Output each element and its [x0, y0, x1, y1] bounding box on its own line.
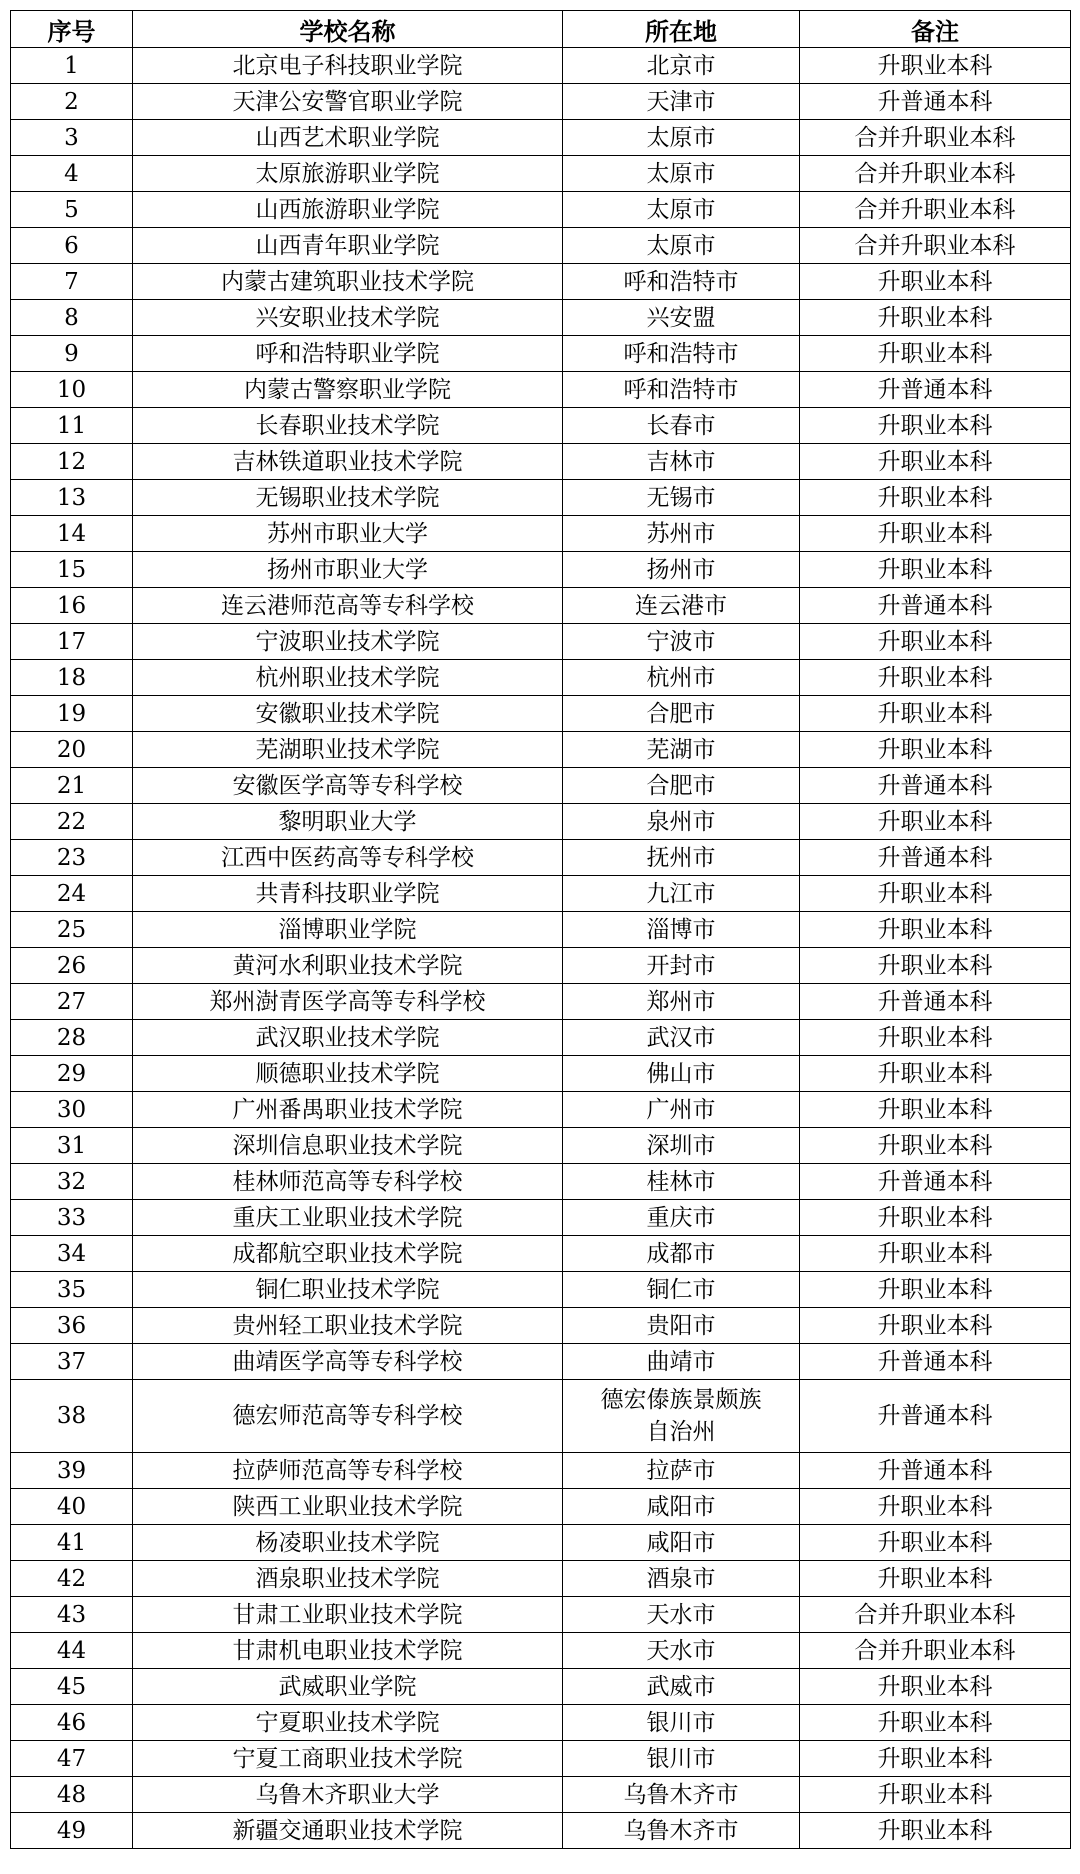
table-row — [11, 1705, 1071, 1741]
table-row — [11, 480, 1071, 516]
cell-location: 乌鲁木齐市 — [563, 1777, 800, 1813]
cell-school-name: 长春职业技术学院 — [133, 408, 563, 444]
cell-school-name: 呼和浩特职业学院 — [133, 336, 563, 372]
cell-index: 12 — [11, 444, 133, 480]
cell-school-name: 太原旅游职业学院 — [133, 156, 563, 192]
table-row — [11, 1489, 1071, 1525]
cell-school-name: 苏州市职业大学 — [133, 516, 563, 552]
table-row — [11, 156, 1071, 192]
cell-school-name: 宁夏工商职业技术学院 — [133, 1741, 563, 1777]
cell-remark: 升职业本科 — [800, 912, 1071, 948]
cell-index: 25 — [11, 912, 133, 948]
cell-location: 天水市 — [563, 1597, 800, 1633]
cell-remark: 升职业本科 — [800, 444, 1071, 480]
cell-school-name: 山西艺术职业学院 — [133, 120, 563, 156]
cell-index: 46 — [11, 1705, 133, 1741]
cell-remark: 升职业本科 — [800, 1056, 1071, 1092]
cell-remark: 升职业本科 — [800, 1092, 1071, 1128]
cell-location: 咸阳市 — [563, 1489, 800, 1525]
cell-location: 太原市 — [563, 228, 800, 264]
cell-location: 武汉市 — [563, 1020, 800, 1056]
cell-remark: 升职业本科 — [800, 1020, 1071, 1056]
table-row — [11, 552, 1071, 588]
cell-index: 20 — [11, 732, 133, 768]
cell-school-name: 内蒙古建筑职业技术学院 — [133, 264, 563, 300]
cell-remark: 合并升职业本科 — [800, 192, 1071, 228]
table-row — [11, 1813, 1071, 1849]
cell-remark: 升职业本科 — [800, 336, 1071, 372]
cell-school-name: 山西旅游职业学院 — [133, 192, 563, 228]
cell-index: 47 — [11, 1741, 133, 1777]
cell-location: 兴安盟 — [563, 300, 800, 336]
table-row — [11, 120, 1071, 156]
cell-school-name: 安徽职业技术学院 — [133, 696, 563, 732]
cell-school-name: 杨凌职业技术学院 — [133, 1525, 563, 1561]
cell-school-name: 黄河水利职业技术学院 — [133, 948, 563, 984]
table-row — [11, 768, 1071, 804]
cell-location: 深圳市 — [563, 1128, 800, 1164]
cell-index: 34 — [11, 1236, 133, 1272]
cell-location: 酒泉市 — [563, 1561, 800, 1597]
cell-index: 33 — [11, 1200, 133, 1236]
cell-school-name: 铜仁职业技术学院 — [133, 1272, 563, 1308]
cell-remark: 升职业本科 — [800, 1272, 1071, 1308]
cell-school-name: 扬州市职业大学 — [133, 552, 563, 588]
cell-index: 35 — [11, 1272, 133, 1308]
cell-location: 抚州市 — [563, 840, 800, 876]
cell-school-name: 共青科技职业学院 — [133, 876, 563, 912]
cell-remark: 合并升职业本科 — [800, 1633, 1071, 1669]
cell-remark: 升职业本科 — [800, 1777, 1071, 1813]
table-row — [11, 984, 1071, 1020]
table-row — [11, 804, 1071, 840]
cell-location: 天水市 — [563, 1633, 800, 1669]
cell-school-name: 北京电子科技职业学院 — [133, 48, 563, 84]
cell-school-name: 拉萨师范高等专科学校 — [133, 1453, 563, 1489]
cell-school-name: 成都航空职业技术学院 — [133, 1236, 563, 1272]
cell-school-name: 重庆工业职业技术学院 — [133, 1200, 563, 1236]
cell-school-name: 黎明职业大学 — [133, 804, 563, 840]
cell-school-name: 曲靖医学高等专科学校 — [133, 1344, 563, 1380]
header-school-name: 学校名称 — [133, 11, 563, 48]
cell-index: 31 — [11, 1128, 133, 1164]
cell-remark: 升职业本科 — [800, 624, 1071, 660]
cell-school-name: 德宏师范高等专科学校 — [133, 1380, 563, 1453]
cell-location: 成都市 — [563, 1236, 800, 1272]
cell-school-name: 天津公安警官职业学院 — [133, 84, 563, 120]
cell-school-name: 芜湖职业技术学院 — [133, 732, 563, 768]
cell-remark: 升普通本科 — [800, 372, 1071, 408]
cell-location: 贵阳市 — [563, 1308, 800, 1344]
table-row — [11, 1056, 1071, 1092]
cell-location: 泉州市 — [563, 804, 800, 840]
cell-remark: 升职业本科 — [800, 516, 1071, 552]
cell-index: 44 — [11, 1633, 133, 1669]
cell-index: 23 — [11, 840, 133, 876]
cell-school-name: 兴安职业技术学院 — [133, 300, 563, 336]
cell-index: 7 — [11, 264, 133, 300]
cell-remark: 升职业本科 — [800, 1308, 1071, 1344]
cell-index: 30 — [11, 1092, 133, 1128]
cell-school-name: 江西中医药高等专科学校 — [133, 840, 563, 876]
cell-location: 铜仁市 — [563, 1272, 800, 1308]
cell-index: 29 — [11, 1056, 133, 1092]
cell-location: 银川市 — [563, 1741, 800, 1777]
cell-remark: 升普通本科 — [800, 588, 1071, 624]
table-row — [11, 192, 1071, 228]
cell-remark: 合并升职业本科 — [800, 1597, 1071, 1633]
cell-index: 6 — [11, 228, 133, 264]
cell-school-name: 无锡职业技术学院 — [133, 480, 563, 516]
cell-index: 10 — [11, 372, 133, 408]
schools-table — [10, 10, 1071, 1849]
table-row — [11, 444, 1071, 480]
cell-remark: 升职业本科 — [800, 1525, 1071, 1561]
cell-location: 乌鲁木齐市 — [563, 1813, 800, 1849]
cell-remark: 升职业本科 — [800, 264, 1071, 300]
cell-remark: 升职业本科 — [800, 1200, 1071, 1236]
cell-remark: 升职业本科 — [800, 876, 1071, 912]
cell-school-name: 郑州澍青医学高等专科学校 — [133, 984, 563, 1020]
table-row — [11, 228, 1071, 264]
cell-remark: 升职业本科 — [800, 1236, 1071, 1272]
cell-remark: 升职业本科 — [800, 1669, 1071, 1705]
cell-remark: 升职业本科 — [800, 948, 1071, 984]
cell-school-name: 甘肃机电职业技术学院 — [133, 1633, 563, 1669]
table-row — [11, 1561, 1071, 1597]
cell-index: 28 — [11, 1020, 133, 1056]
cell-remark: 升职业本科 — [800, 1813, 1071, 1849]
cell-location: 重庆市 — [563, 1200, 800, 1236]
table-row — [11, 1453, 1071, 1489]
table-row — [11, 1092, 1071, 1128]
cell-remark: 升职业本科 — [800, 480, 1071, 516]
cell-index: 4 — [11, 156, 133, 192]
cell-index: 2 — [11, 84, 133, 120]
cell-remark: 升普通本科 — [800, 1164, 1071, 1200]
cell-school-name: 安徽医学高等专科学校 — [133, 768, 563, 804]
cell-school-name: 宁夏职业技术学院 — [133, 1705, 563, 1741]
cell-index: 32 — [11, 1164, 133, 1200]
cell-index: 15 — [11, 552, 133, 588]
cell-school-name: 淄博职业学院 — [133, 912, 563, 948]
cell-remark: 升普通本科 — [800, 1344, 1071, 1380]
header-row — [11, 11, 1071, 48]
cell-location: 武威市 — [563, 1669, 800, 1705]
cell-remark: 合并升职业本科 — [800, 228, 1071, 264]
cell-location: 广州市 — [563, 1092, 800, 1128]
table-row — [11, 840, 1071, 876]
cell-remark: 升职业本科 — [800, 552, 1071, 588]
table-row — [11, 1633, 1071, 1669]
cell-index: 3 — [11, 120, 133, 156]
table-row — [11, 876, 1071, 912]
table-row — [11, 948, 1071, 984]
cell-index: 1 — [11, 48, 133, 84]
cell-remark: 升职业本科 — [800, 1561, 1071, 1597]
cell-location: 咸阳市 — [563, 1525, 800, 1561]
cell-school-name: 深圳信息职业技术学院 — [133, 1128, 563, 1164]
table-row — [11, 84, 1071, 120]
table-row — [11, 1128, 1071, 1164]
cell-location: 合肥市 — [563, 696, 800, 732]
cell-school-name: 连云港师范高等专科学校 — [133, 588, 563, 624]
table-row — [11, 372, 1071, 408]
cell-remark: 升普通本科 — [800, 1380, 1071, 1453]
cell-school-name: 甘肃工业职业技术学院 — [133, 1597, 563, 1633]
cell-school-name: 宁波职业技术学院 — [133, 624, 563, 660]
table-row — [11, 1741, 1071, 1777]
cell-remark: 升职业本科 — [800, 48, 1071, 84]
table-row — [11, 624, 1071, 660]
cell-remark: 升职业本科 — [800, 1705, 1071, 1741]
cell-school-name: 广州番禺职业技术学院 — [133, 1092, 563, 1128]
cell-remark: 升普通本科 — [800, 768, 1071, 804]
cell-remark: 合并升职业本科 — [800, 156, 1071, 192]
cell-index: 9 — [11, 336, 133, 372]
cell-location: 杭州市 — [563, 660, 800, 696]
cell-index: 5 — [11, 192, 133, 228]
cell-school-name: 酒泉职业技术学院 — [133, 1561, 563, 1597]
cell-school-name: 武汉职业技术学院 — [133, 1020, 563, 1056]
table-header — [11, 11, 1071, 48]
cell-location: 北京市 — [563, 48, 800, 84]
header-index: 序号 — [11, 11, 133, 48]
cell-location: 天津市 — [563, 84, 800, 120]
cell-remark: 升职业本科 — [800, 1741, 1071, 1777]
table-row — [11, 588, 1071, 624]
table-row — [11, 1236, 1071, 1272]
cell-remark: 升职业本科 — [800, 1128, 1071, 1164]
header-location: 所在地 — [563, 11, 800, 48]
table-row — [11, 1020, 1071, 1056]
cell-school-name: 山西青年职业学院 — [133, 228, 563, 264]
cell-location: 德宏傣族景颇族 自治州 — [563, 1380, 800, 1453]
cell-index: 24 — [11, 876, 133, 912]
table-row — [11, 264, 1071, 300]
cell-school-name: 武威职业学院 — [133, 1669, 563, 1705]
cell-location: 佛山市 — [563, 1056, 800, 1092]
cell-index: 22 — [11, 804, 133, 840]
table-row — [11, 408, 1071, 444]
cell-location: 太原市 — [563, 192, 800, 228]
cell-remark: 升普通本科 — [800, 1453, 1071, 1489]
cell-location: 呼和浩特市 — [563, 372, 800, 408]
cell-index: 48 — [11, 1777, 133, 1813]
table-row — [11, 1272, 1071, 1308]
cell-school-name: 吉林铁道职业技术学院 — [133, 444, 563, 480]
table-row — [11, 336, 1071, 372]
cell-remark: 升普通本科 — [800, 84, 1071, 120]
cell-location: 银川市 — [563, 1705, 800, 1741]
cell-index: 49 — [11, 1813, 133, 1849]
document-sheet — [10, 10, 1070, 1849]
cell-location: 宁波市 — [563, 624, 800, 660]
table-body — [11, 48, 1071, 1849]
cell-index: 41 — [11, 1525, 133, 1561]
cell-remark: 升职业本科 — [800, 696, 1071, 732]
cell-location: 开封市 — [563, 948, 800, 984]
cell-index: 18 — [11, 660, 133, 696]
cell-index: 21 — [11, 768, 133, 804]
cell-location: 太原市 — [563, 120, 800, 156]
table-row — [11, 516, 1071, 552]
cell-index: 38 — [11, 1380, 133, 1453]
cell-remark: 升普通本科 — [800, 840, 1071, 876]
table-row — [11, 1597, 1071, 1633]
cell-location: 郑州市 — [563, 984, 800, 1020]
cell-location: 扬州市 — [563, 552, 800, 588]
header-remark: 备注 — [800, 11, 1071, 48]
cell-remark: 升职业本科 — [800, 660, 1071, 696]
cell-index: 14 — [11, 516, 133, 552]
table-row — [11, 1308, 1071, 1344]
table-row — [11, 1380, 1071, 1453]
table-row — [11, 1164, 1071, 1200]
cell-school-name: 贵州轻工职业技术学院 — [133, 1308, 563, 1344]
cell-location: 太原市 — [563, 156, 800, 192]
cell-index: 11 — [11, 408, 133, 444]
cell-location: 长春市 — [563, 408, 800, 444]
cell-index: 42 — [11, 1561, 133, 1597]
cell-location: 连云港市 — [563, 588, 800, 624]
table-row — [11, 1669, 1071, 1705]
cell-remark: 升职业本科 — [800, 732, 1071, 768]
table-row — [11, 696, 1071, 732]
cell-remark: 合并升职业本科 — [800, 120, 1071, 156]
cell-location: 曲靖市 — [563, 1344, 800, 1380]
cell-location: 拉萨市 — [563, 1453, 800, 1489]
cell-index: 17 — [11, 624, 133, 660]
cell-location: 苏州市 — [563, 516, 800, 552]
cell-remark: 升职业本科 — [800, 1489, 1071, 1525]
cell-location: 芜湖市 — [563, 732, 800, 768]
cell-location: 吉林市 — [563, 444, 800, 480]
cell-index: 16 — [11, 588, 133, 624]
cell-index: 40 — [11, 1489, 133, 1525]
table-row — [11, 48, 1071, 84]
cell-index: 43 — [11, 1597, 133, 1633]
cell-remark: 升职业本科 — [800, 804, 1071, 840]
cell-location: 呼和浩特市 — [563, 336, 800, 372]
table-row — [11, 1777, 1071, 1813]
cell-index: 26 — [11, 948, 133, 984]
table-row — [11, 1344, 1071, 1380]
table-row — [11, 732, 1071, 768]
cell-remark: 升职业本科 — [800, 408, 1071, 444]
cell-school-name: 新疆交通职业技术学院 — [133, 1813, 563, 1849]
cell-index: 13 — [11, 480, 133, 516]
cell-index: 27 — [11, 984, 133, 1020]
cell-index: 36 — [11, 1308, 133, 1344]
cell-school-name: 杭州职业技术学院 — [133, 660, 563, 696]
cell-index: 8 — [11, 300, 133, 336]
cell-location: 合肥市 — [563, 768, 800, 804]
cell-location: 桂林市 — [563, 1164, 800, 1200]
cell-location: 无锡市 — [563, 480, 800, 516]
cell-school-name: 陕西工业职业技术学院 — [133, 1489, 563, 1525]
cell-remark: 升职业本科 — [800, 300, 1071, 336]
cell-school-name: 顺德职业技术学院 — [133, 1056, 563, 1092]
cell-remark: 升普通本科 — [800, 984, 1071, 1020]
cell-school-name: 乌鲁木齐职业大学 — [133, 1777, 563, 1813]
table-row — [11, 300, 1071, 336]
cell-location: 九江市 — [563, 876, 800, 912]
table-row — [11, 660, 1071, 696]
cell-index: 39 — [11, 1453, 133, 1489]
cell-school-name: 桂林师范高等专科学校 — [133, 1164, 563, 1200]
table-row — [11, 1200, 1071, 1236]
table-row — [11, 912, 1071, 948]
cell-index: 37 — [11, 1344, 133, 1380]
table-row — [11, 1525, 1071, 1561]
cell-school-name: 内蒙古警察职业学院 — [133, 372, 563, 408]
cell-index: 45 — [11, 1669, 133, 1705]
cell-location: 呼和浩特市 — [563, 264, 800, 300]
cell-index: 19 — [11, 696, 133, 732]
cell-location: 淄博市 — [563, 912, 800, 948]
